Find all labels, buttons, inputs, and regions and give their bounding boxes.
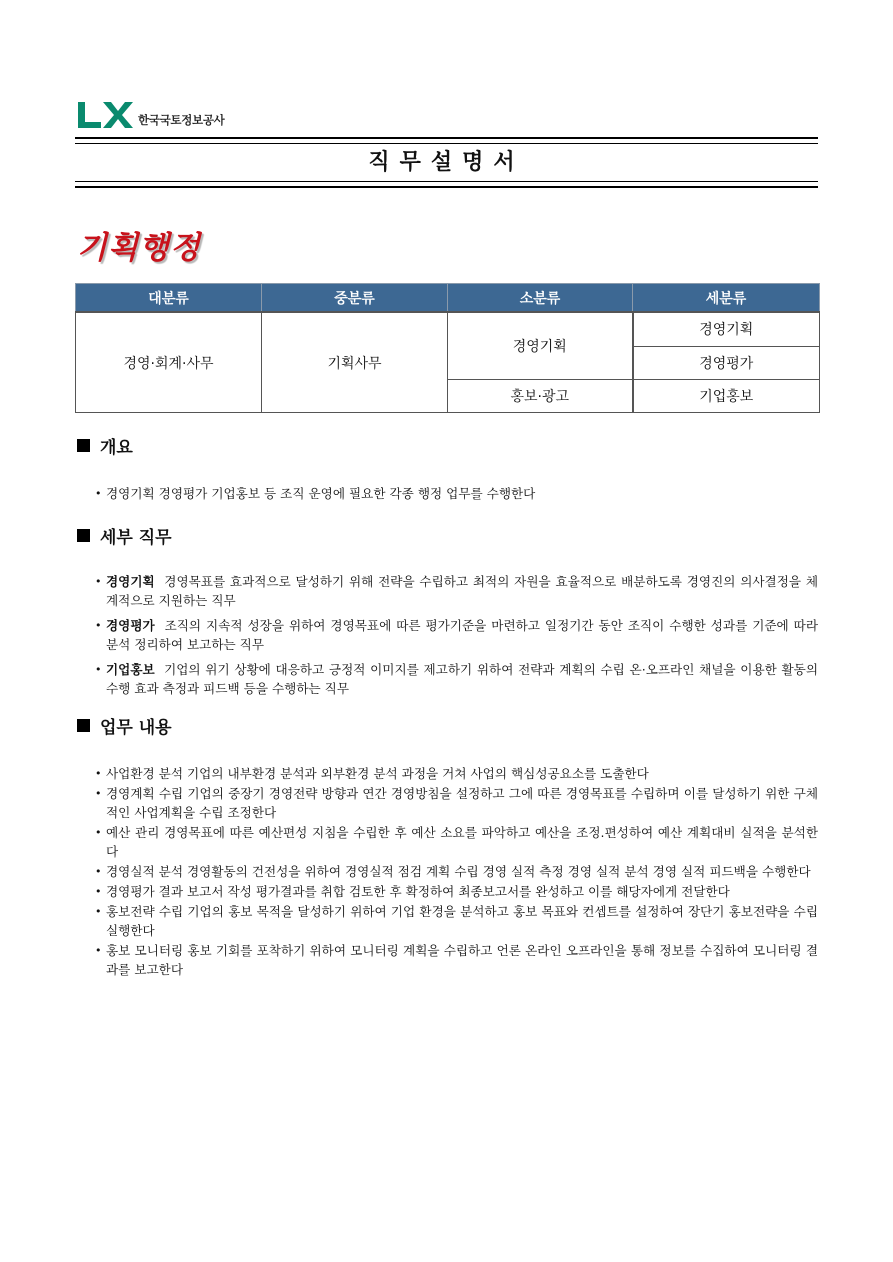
list-item: • 경영계획 수립 기업의 중장기 경영전략 방향과 연간 경영방침을 설정하고 그에 따른 경영목표를 수립하며 이를 달성하기 위한 구체적인 사업계획을 수립 조정한다 [95, 784, 818, 822]
list-item [95, 572, 818, 610]
top-rule-thick [75, 137, 818, 139]
list-item: • 홍보전략 수립 기업의 홍보 목적을 달성하기 위하여 기업 환경을 분석하고 홍보 목표와 컨셉트를 설정하여 장단기 홍보전략을 수립 실행한다 [95, 902, 818, 940]
section-overview-heading [77, 433, 133, 458]
duty-text: 기업의 위기 상황에 대응하고 긍정적 이미지를 제고하기 위하여 전략과 계획의 수립 온·오프라인 채널을 이용한 활동의 수행 효과 측정과 피드백 등을 수행하는 직무 [106, 662, 818, 696]
details-list [95, 572, 818, 704]
duty-text: 조직의 지속적 성장을 위하여 경영목표에 따른 평가기준을 마련하고 일정기간 동안 조직이 수행한 성과를 기준에 따라 분석 정리하여 보고하는 직무 [106, 618, 818, 652]
table-row [76, 312, 820, 346]
classification-table [75, 283, 820, 413]
list-item: • 홍보 모니터링 홍보 기회를 포착하기 위하여 모니터링 계획을 수립하고 언론 온라인 오프라인을 통해 정보를 수집하여 모니터링 결과를 보고한다 [95, 941, 818, 979]
section-title: 개요 [100, 438, 133, 458]
section-title: 업무 내용 [100, 718, 172, 738]
list-item [95, 616, 818, 654]
cell-detail-1: 경영기획 [633, 312, 820, 346]
list-item: • 경영실적 분석 경영활동의 건전성을 위하여 경영실적 점검 계획 수립 경영 실적 측정 경영 실적 분석 경영 실적 피드백을 수행한다 [95, 862, 818, 881]
org-name: 한국국토정보공사 [138, 113, 225, 127]
org-logo [75, 100, 224, 130]
bottom-rule-thin [75, 181, 818, 182]
section-title: 세부 직무 [100, 528, 172, 548]
cell-middle: 기획사무 [262, 312, 448, 413]
section-details-heading [77, 523, 172, 548]
table-header-row [76, 284, 820, 313]
job-title: 기획행정 [77, 230, 201, 266]
header-major: 대분류 [76, 284, 262, 313]
square-bullet-icon [77, 719, 90, 732]
cell-detail-2: 경영평가 [633, 346, 820, 380]
duty-term: 경영기획 [106, 574, 155, 589]
square-bullet-icon [77, 529, 90, 542]
lx-logo-mark [75, 100, 133, 130]
document-title: 직무설명서 [368, 150, 525, 175]
bottom-rule-thick [75, 186, 818, 188]
header-detail: 세분류 [633, 284, 820, 313]
cell-major: 경영·회계·사무 [76, 312, 262, 413]
cell-detail-3: 기업홍보 [633, 380, 820, 413]
list-item: • 경영평가 결과 보고서 작성 평가결과를 취합 검토한 후 확정하여 최종보고서를 완성하고 이를 해당자에게 전달한다 [95, 882, 818, 901]
cell-minor-1: 경영기획 [448, 312, 633, 380]
list-item [95, 660, 818, 698]
duty-text: 경영목표를 효과적으로 달성하기 위해 전략을 수립하고 최적의 자원을 효율적으로 배분하도록 경영진의 의사결정을 체계적으로 지원하는 직무 [106, 574, 818, 608]
square-bullet-icon [77, 439, 90, 452]
header-middle: 중분류 [262, 284, 448, 313]
duty-term: 경영평가 [106, 618, 155, 633]
work-list [95, 764, 818, 980]
list-item: • 예산 관리 경영목표에 따른 예산편성 지침을 수립한 후 예산 소요를 파악하고 예산을 조정.편성하여 예산 계획대비 실적을 분석한다 [95, 823, 818, 861]
list-item: • 사업환경 분석 기업의 내부환경 분석과 외부환경 분석 과정을 거쳐 사업의 핵심성공요소를 도출한다 [95, 764, 818, 783]
list-item: • 경영기획 경영평가 기업홍보 등 조직 운영에 필요한 각종 행정 업무를 수행한다 [95, 484, 818, 503]
section-work-heading [77, 713, 172, 738]
header-minor: 소분류 [448, 284, 633, 313]
duty-term: 기업홍보 [106, 662, 155, 677]
cell-minor-2: 홍보·광고 [448, 380, 633, 413]
overview-list [95, 484, 818, 503]
top-rule-thin [75, 143, 818, 144]
